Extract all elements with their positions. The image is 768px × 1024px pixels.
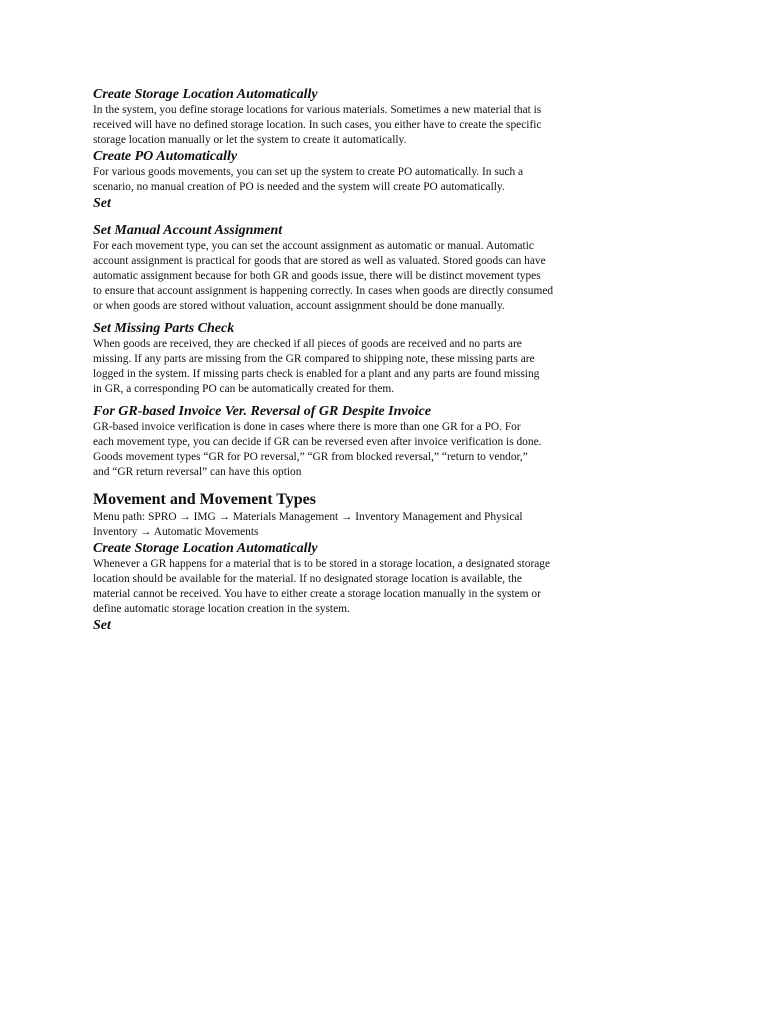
- paragraph-line: Whenever a GR happens for a material that is to be stored in a storage location, a designated storage: [93, 558, 551, 570]
- paragraph-line: missing. If any parts are missing from the GR compared to shipping note, these missing parts are: [93, 353, 535, 365]
- document-page: [93, 86, 653, 634]
- paragraph-line: storage location manually or let the system to create it automatically.: [93, 134, 407, 146]
- section-paragraph: [93, 165, 653, 195]
- paragraph-line: For each movement type, you can set the account assignment as automatic or manual. Automatic: [93, 240, 534, 252]
- paragraph-line: define automatic storage location creation in the system.: [93, 603, 350, 615]
- section-heading: Set: [93, 196, 111, 211]
- final-heading: Set: [93, 618, 111, 633]
- paragraph-line: Goods movement types “GR for PO reversal,” “GR from blocked reversal,” “return to vendor,”: [93, 451, 528, 463]
- section-paragraph: [93, 557, 653, 617]
- section-create-storage-location: [93, 86, 653, 148]
- section-heading: For GR-based Invoice Ver. Reversal of GR Despite Invoice: [93, 404, 431, 419]
- section-heading: Create Storage Location Automatically: [93, 87, 318, 102]
- section-create-po: [93, 148, 653, 195]
- section-heading: Set Missing Parts Check: [93, 321, 235, 336]
- paragraph-line: location should be available for the material. If no designated storage location is available, the: [93, 573, 522, 585]
- paragraph-line: material cannot be received. You have to either create a storage location manually in the system or: [93, 588, 541, 600]
- paragraph-line: each movement type, you can decide if GR can be reversed even after invoice verification is done.: [93, 436, 542, 448]
- paragraph-line: scenario, no manual creation of PO is needed and the system will create PO automatically.: [93, 181, 505, 193]
- paragraph-line: or when goods are stored without valuation, account assignment should be done manually.: [93, 300, 505, 312]
- section-paragraph: [93, 239, 653, 314]
- paragraph-line: GR-based invoice verification is done in cases where there is more than one GR for a PO. For: [93, 421, 521, 433]
- paragraph-line: and “GR return reversal” can have this option: [93, 466, 302, 478]
- section-manual-account-assignment: [93, 222, 653, 314]
- section-missing-parts-check: [93, 320, 653, 397]
- paragraph-line: In the system, you define storage locations for various materials. Sometimes a new material that is: [93, 104, 542, 116]
- paragraph-line: to ensure that account assignment is happening correctly. In cases when goods are directly consumed: [93, 285, 554, 297]
- movement-types-section: [93, 490, 653, 634]
- section-paragraph: [93, 337, 653, 397]
- main-heading: Movement and Movement Types: [93, 491, 316, 508]
- section-paragraph: [93, 103, 653, 148]
- paragraph-line: received will have no defined storage location. In such cases, you either have to create the specific: [93, 119, 542, 131]
- paragraph-line: in GR, a corresponding PO can be automatically created for them.: [93, 383, 395, 395]
- menu-path-line: Inventory → Automatic Movements: [93, 526, 259, 538]
- section-gr-based-invoice: [93, 403, 653, 480]
- section-heading: Create Storage Location Automatically: [93, 541, 318, 556]
- paragraph-line: automatic assignment because for both GR and goods issue, there will be distinct movement types: [93, 270, 541, 282]
- menu-path: [93, 510, 653, 540]
- paragraph-line: logged in the system. If missing parts check is enabled for a plant and any parts are found missing: [93, 368, 540, 380]
- section-heading: Set Manual Account Assignment: [93, 223, 283, 238]
- section-set: [93, 195, 653, 212]
- paragraph-line: For various goods movements, you can set up the system to create PO automatically. In such a: [93, 166, 524, 178]
- menu-path-line: Menu path: SPRO → IMG → Materials Management → Inventory Management and Physical: [93, 511, 523, 523]
- section-paragraph: [93, 420, 653, 480]
- section-heading: Create PO Automatically: [93, 149, 238, 164]
- paragraph-line: When goods are received, they are checked if all pieces of goods are received and no parts are: [93, 338, 522, 350]
- paragraph-line: account assignment is practical for goods that are stored as well as valuated. Stored goods can have: [93, 255, 546, 267]
